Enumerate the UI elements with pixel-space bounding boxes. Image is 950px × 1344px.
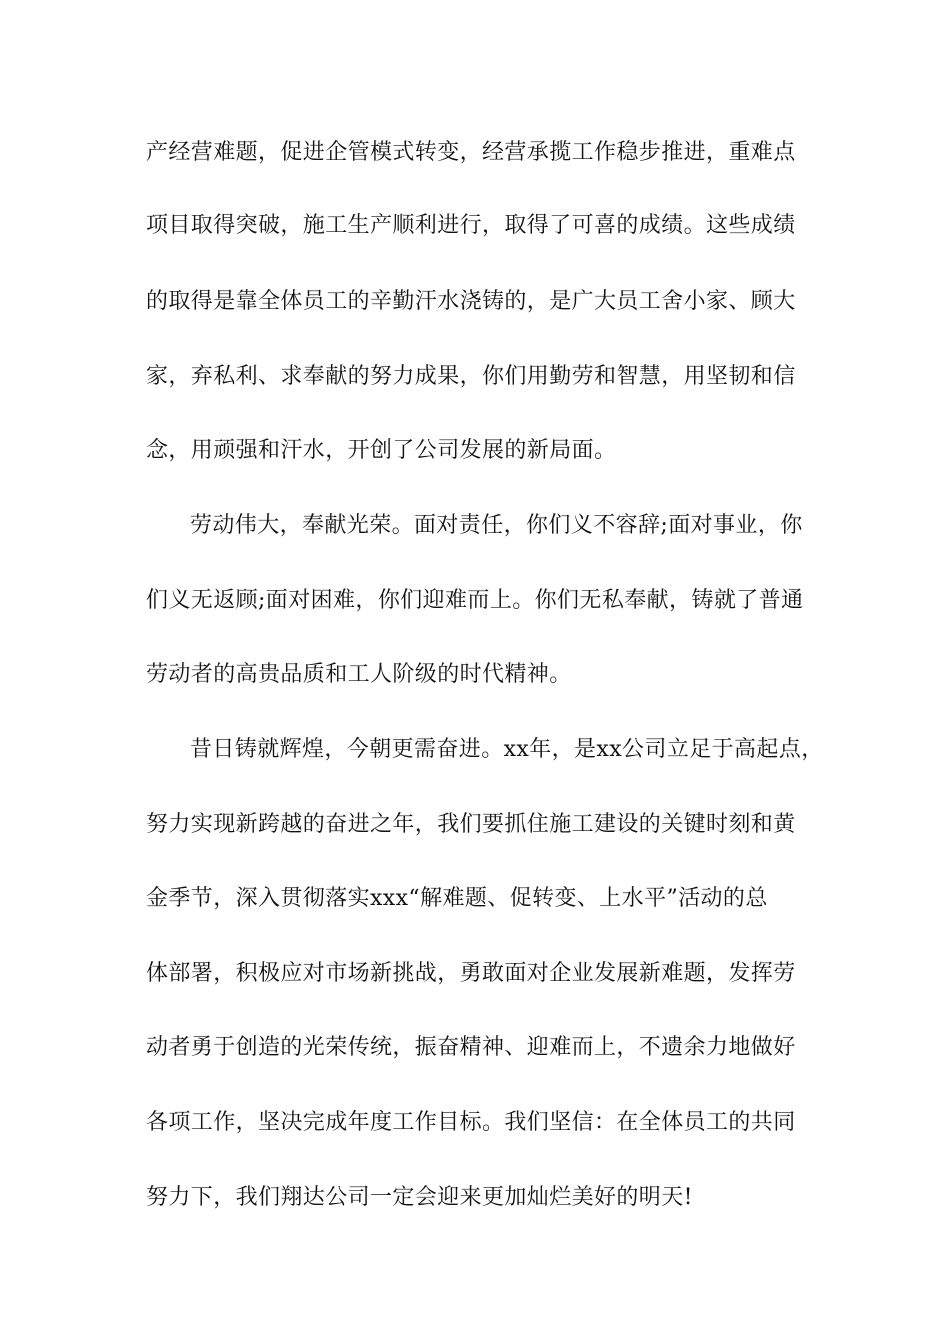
paragraph-3-line-4: 体部署，积极应对市场新挑战，勇敢面对企业发展新难题，发挥劳 <box>146 961 796 986</box>
paragraph-3-line-7: 努力下，我们翔达公司一定会迎来更加灿烂美好的明天! <box>146 1185 693 1210</box>
paragraph-1-line-3: 的取得是靠全体员工的辛勤汗水浇铸的，是广大员工舍小家、顾大 <box>146 289 796 314</box>
paragraph-3-line-5: 动者勇于创造的光荣传统，振奋精神、迎难而上，不遗余力地做好 <box>146 1035 796 1060</box>
paragraph-3-line-2: 努力实现新跨越的奋进之年，我们要抓住施工建设的关键时刻和黄 <box>146 812 796 837</box>
paragraph-3-line-3: 金季节，深入贯彻落实xxx“解难题、促转变、上水平”活动的总 <box>146 886 768 911</box>
paragraph-3-line-6: 各项工作，坚决完成年度工作目标。我们坚信：在全体员工的共同 <box>146 1110 796 1135</box>
paragraph-3-line-1: 昔日铸就辉煌，今朝更需奋进。xx年，是xx公司立足于高起点， <box>190 737 824 762</box>
paragraph-2-line-1: 劳动伟大，奉献光荣。面对责任，你们义不容辞;面对事业，你 <box>190 513 803 538</box>
paragraph-1-line-1: 产经营难题，促进企管模式转变，经营承揽工作稳步推进，重难点 <box>146 140 796 165</box>
paragraph-1-line-5: 念，用顽强和汗水，开创了公司发展的新局面。 <box>146 438 617 463</box>
paragraph-1-line-2: 项目取得突破，施工生产顺利进行，取得了可喜的成绩。这些成绩 <box>146 213 796 238</box>
paragraph-1-line-4: 家，弃私利、求奉献的努力成果，你们用勤劳和智慧，用坚韧和信 <box>146 364 796 389</box>
paragraph-2-line-3: 劳动者的高贵品质和工人阶级的时代精神。 <box>146 662 572 687</box>
paragraph-2-line-2: 们义无返顾;面对困难，你们迎难而上。你们无私奉献，铸就了普通 <box>146 588 804 613</box>
